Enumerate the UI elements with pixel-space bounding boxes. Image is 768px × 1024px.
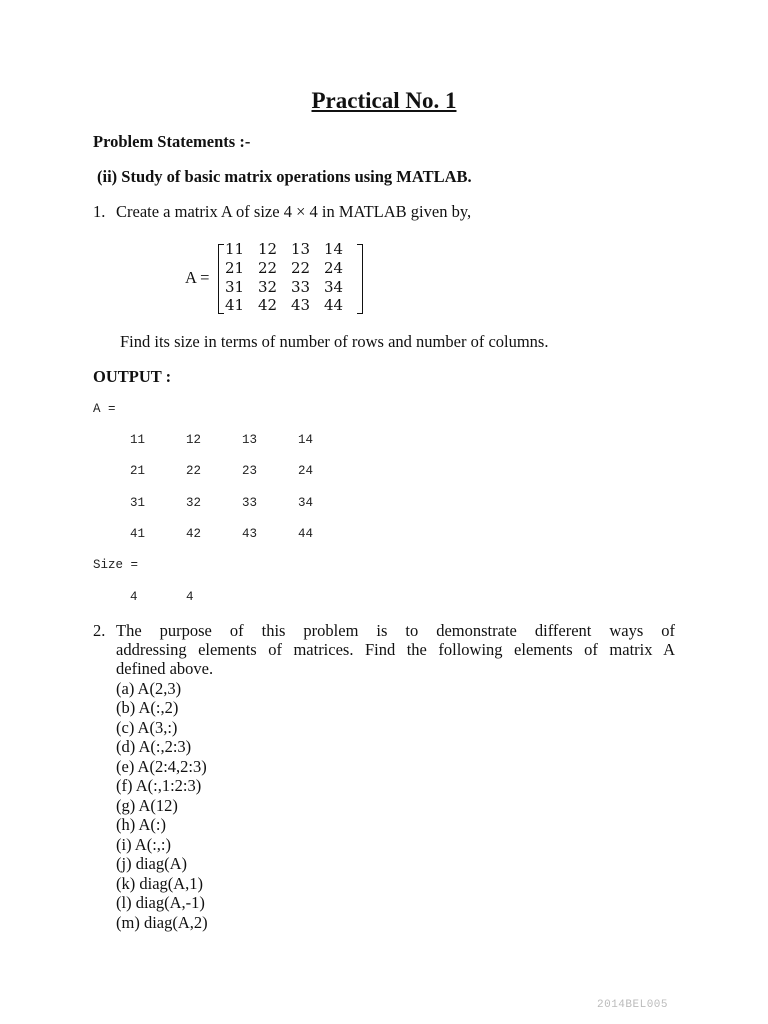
output-cell: 13 <box>242 433 258 447</box>
matrix-cell: 34 <box>324 278 344 296</box>
matrix-cell: 13 <box>291 240 311 258</box>
output-cell: 14 <box>298 433 314 447</box>
footer-id: 2014BEL005 <box>597 999 669 1011</box>
list-item: (k) diag(A,1) <box>116 874 204 893</box>
matrix-label: A = <box>185 268 210 287</box>
output-cell: 44 <box>298 527 314 541</box>
list-item: (j) diag(A) <box>116 854 188 873</box>
matrix-cell: 43 <box>291 296 311 314</box>
output-size-cell: 4 <box>186 590 194 604</box>
q2-number: 2. <box>93 621 106 640</box>
q2-line-3: defined above. <box>116 659 214 678</box>
matrix-cell: 31 <box>225 278 245 296</box>
output-cell: 11 <box>130 433 146 447</box>
list-item: (l) diag(A,-1) <box>116 893 205 912</box>
output-cell: 33 <box>242 496 258 510</box>
matrix-right-bracket <box>357 244 363 314</box>
matrix-row <box>225 296 357 314</box>
list-item: (m) diag(A,2) <box>116 913 208 932</box>
output-cell: 41 <box>130 527 146 541</box>
output-size-label: Size = <box>93 558 139 572</box>
output-cell: 31 <box>130 496 146 510</box>
output-cell: 24 <box>298 464 314 478</box>
output-size-row <box>130 590 242 604</box>
matrix-cell: 41 <box>225 296 245 314</box>
list-item: (c) A(3,:) <box>116 718 178 737</box>
problem-statements-heading: Problem Statements :- <box>93 132 251 151</box>
output-row <box>130 433 354 447</box>
output-cell: 22 <box>186 464 202 478</box>
output-a-label: A = <box>93 402 116 416</box>
list-item: (b) A(:,2) <box>116 698 179 717</box>
output-row <box>130 464 354 478</box>
output-heading: OUTPUT : <box>93 367 172 386</box>
output-cell: 12 <box>186 433 202 447</box>
matrix-cell: 12 <box>258 240 278 258</box>
matrix-cell: 44 <box>324 296 344 314</box>
list-item: (a) A(2,3) <box>116 679 182 698</box>
page-title: Practical No. 1 <box>311 88 457 113</box>
output-size-cell: 4 <box>130 590 138 604</box>
matrix-cell: 32 <box>258 278 278 296</box>
list-item: (i) A(:,:) <box>116 835 171 854</box>
q2-line-1: The purpose of this problem is to demonstrate different ways of <box>116 621 675 640</box>
matrix-cell: 21 <box>225 259 245 277</box>
matrix-cell: 42 <box>258 296 278 314</box>
output-cell: 23 <box>242 464 258 478</box>
matrix-left-bracket <box>218 244 224 314</box>
matrix-cell: 22 <box>258 259 278 277</box>
list-item: (d) A(:,2:3) <box>116 737 192 756</box>
matrix-cell: 11 <box>225 240 245 258</box>
output-cell: 34 <box>298 496 314 510</box>
list-item: (f) A(:,1:2:3) <box>116 776 202 795</box>
matrix-cell: 14 <box>324 240 344 258</box>
q2-line-2: addressing elements of matrices. Find the following elements of matrix A <box>116 640 675 659</box>
matrix-cell: 24 <box>324 259 344 277</box>
output-cell: 21 <box>130 464 146 478</box>
subtitle-heading: (ii) Study of basic matrix operations using MATLAB. <box>97 167 472 186</box>
matrix-row <box>225 278 357 296</box>
output-cell: 32 <box>186 496 202 510</box>
output-row <box>130 496 354 510</box>
matrix-row <box>225 240 357 258</box>
matrix-cell: 33 <box>291 278 311 296</box>
output-row <box>130 527 354 541</box>
q1-text: Create a matrix A of size 4 × 4 in MATLAB given by, <box>116 202 472 221</box>
q1-number: 1. <box>93 202 106 221</box>
list-item: (e) A(2:4,2:3) <box>116 757 207 776</box>
matrix-cell: 22 <box>291 259 311 277</box>
q1-find-text: Find its size in terms of number of rows and number of columns. <box>120 332 549 351</box>
matrix-a <box>185 240 375 316</box>
output-cell: 43 <box>242 527 258 541</box>
output-cell: 42 <box>186 527 202 541</box>
matrix-row <box>225 259 357 277</box>
list-item: (h) A(:) <box>116 815 166 834</box>
list-item: (g) A(12) <box>116 796 178 815</box>
